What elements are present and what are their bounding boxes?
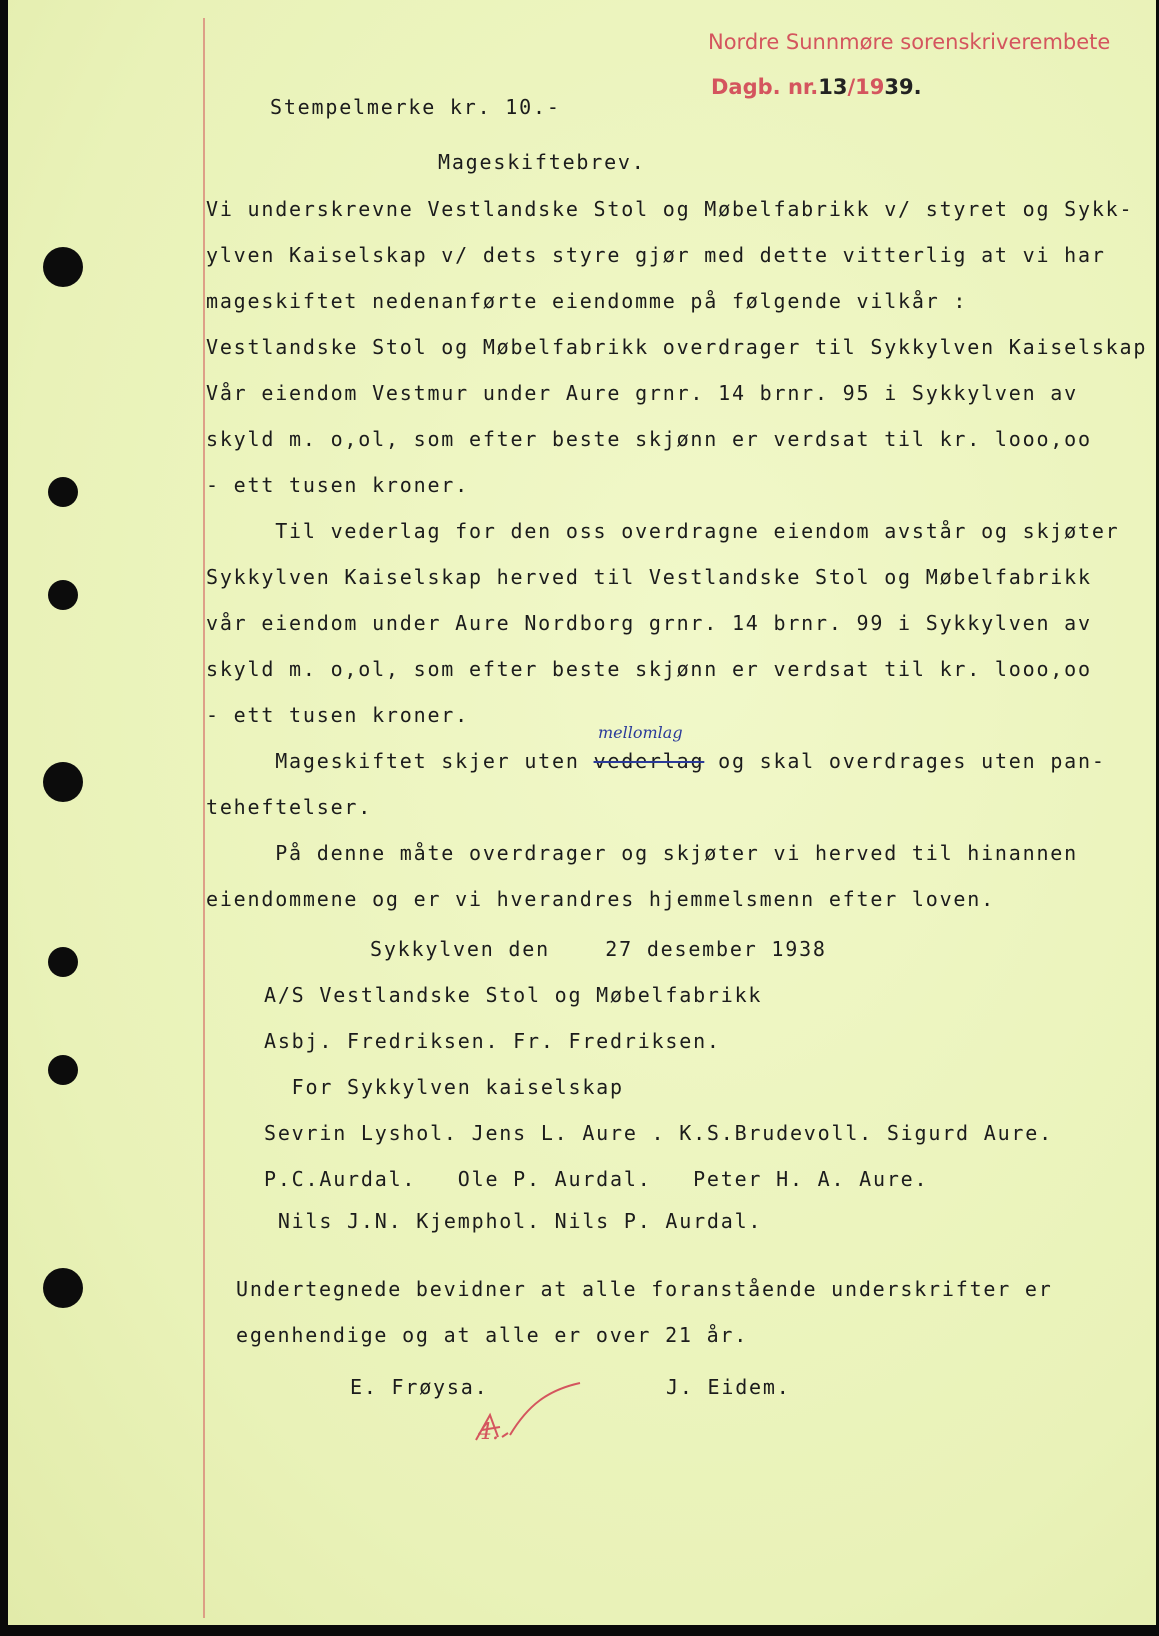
signature-line: A/S Vestlandske Stol og Møbelfabrikk	[264, 983, 763, 1007]
stamp-value: Stempelmerke kr. 10.-	[270, 95, 561, 119]
body-line: skyld m. o,ol, som efter beste skjønn er verdsat til kr. looo,oo	[206, 427, 1092, 451]
body-line: Vår eiendom Vestmur under Aure grnr. 14 brnr. 95 i Sykkylven av	[206, 381, 1078, 405]
body-line: ylven Kaiselskap v/ dets styre gjør med dette vitterlig at vi har	[206, 243, 1106, 267]
place-date: Sykkylven den 27 desember 1938	[370, 937, 827, 961]
body-line: - ett tusen kroner.	[206, 703, 469, 727]
registry-office-stamp: Nordre Sunnmøre sorenskriverembete	[708, 30, 1111, 54]
punch-hole	[43, 762, 83, 802]
body-line: - ett tusen kroner.	[206, 473, 469, 497]
signature-line: Asbj. Fredriksen. Fr. Fredriksen.	[264, 1029, 721, 1053]
body-line-corrected: Mageskiftet skjer uten vederlag og skal overdrages uten pan-	[206, 749, 1106, 773]
witness-signature: E. Frøysa.	[350, 1375, 489, 1399]
marginal-note: 4.	[478, 1420, 499, 1445]
punch-hole	[48, 580, 78, 610]
body-line: Til vederlag for den oss overdragne eiendom avstår og skjøter	[206, 519, 1120, 543]
body-line: skyld m. o,ol, som efter beste skjønn er verdsat til kr. looo,oo	[206, 657, 1092, 681]
struck-word: vederlag	[593, 749, 705, 773]
document-page	[8, 0, 1156, 1625]
dagbok-number-stamp: Dagb. nr.13/1939.	[711, 75, 922, 99]
body-line: På denne måte overdrager og skjøter vi herved til hinannen	[206, 841, 1078, 865]
witness-signature: J. Eidem.	[666, 1375, 791, 1399]
punch-hole	[48, 947, 78, 977]
punch-hole	[48, 477, 78, 507]
signature-line: P.C.Aurdal. Ole P. Aurdal. Peter H. A. Aure.	[264, 1167, 929, 1191]
document-title: Mageskiftebrev.	[438, 150, 646, 174]
punch-hole	[48, 1055, 78, 1085]
attestation-line: Undertegnede bevidner at alle foranstående underskrifter er	[236, 1277, 1053, 1301]
signature-line: For Sykkylven kaiselskap	[264, 1075, 624, 1099]
margin-rule	[203, 18, 205, 1618]
body-line: teheftelser.	[206, 795, 373, 819]
signature-line: Nils J.N. Kjemphol. Nils P. Aurdal.	[264, 1209, 763, 1233]
body-line: Sykkylven Kaiselskap herved til Vestlandske Stol og Møbelfabrikk	[206, 565, 1092, 589]
attestation-line: egenhendige og at alle er over 21 år.	[236, 1323, 749, 1347]
body-line: Vi underskrevne Vestlandske Stol og Møbelfabrikk v/ styret og Sykk-	[206, 197, 1134, 221]
punch-hole	[43, 247, 83, 287]
body-line: Vestlandske Stol og Møbelfabrikk overdrager til Sykkylven Kaiselskap	[206, 335, 1148, 359]
handwritten-insertion: mellomlag	[598, 723, 683, 742]
body-line: mageskiftet nedenanførte eiendomme på følgende vilkår :	[206, 289, 968, 313]
body-line: vår eiendom under Aure Nordborg grnr. 14 brnr. 99 i Sykkylven av	[206, 611, 1092, 635]
signature-line: Sevrin Lyshol. Jens L. Aure . K.S.Brudevoll. Sigurd Aure.	[264, 1121, 1053, 1145]
punch-hole	[43, 1268, 83, 1308]
body-line: eiendommene og er vi hverandres hjemmelsmenn efter loven.	[206, 887, 995, 911]
